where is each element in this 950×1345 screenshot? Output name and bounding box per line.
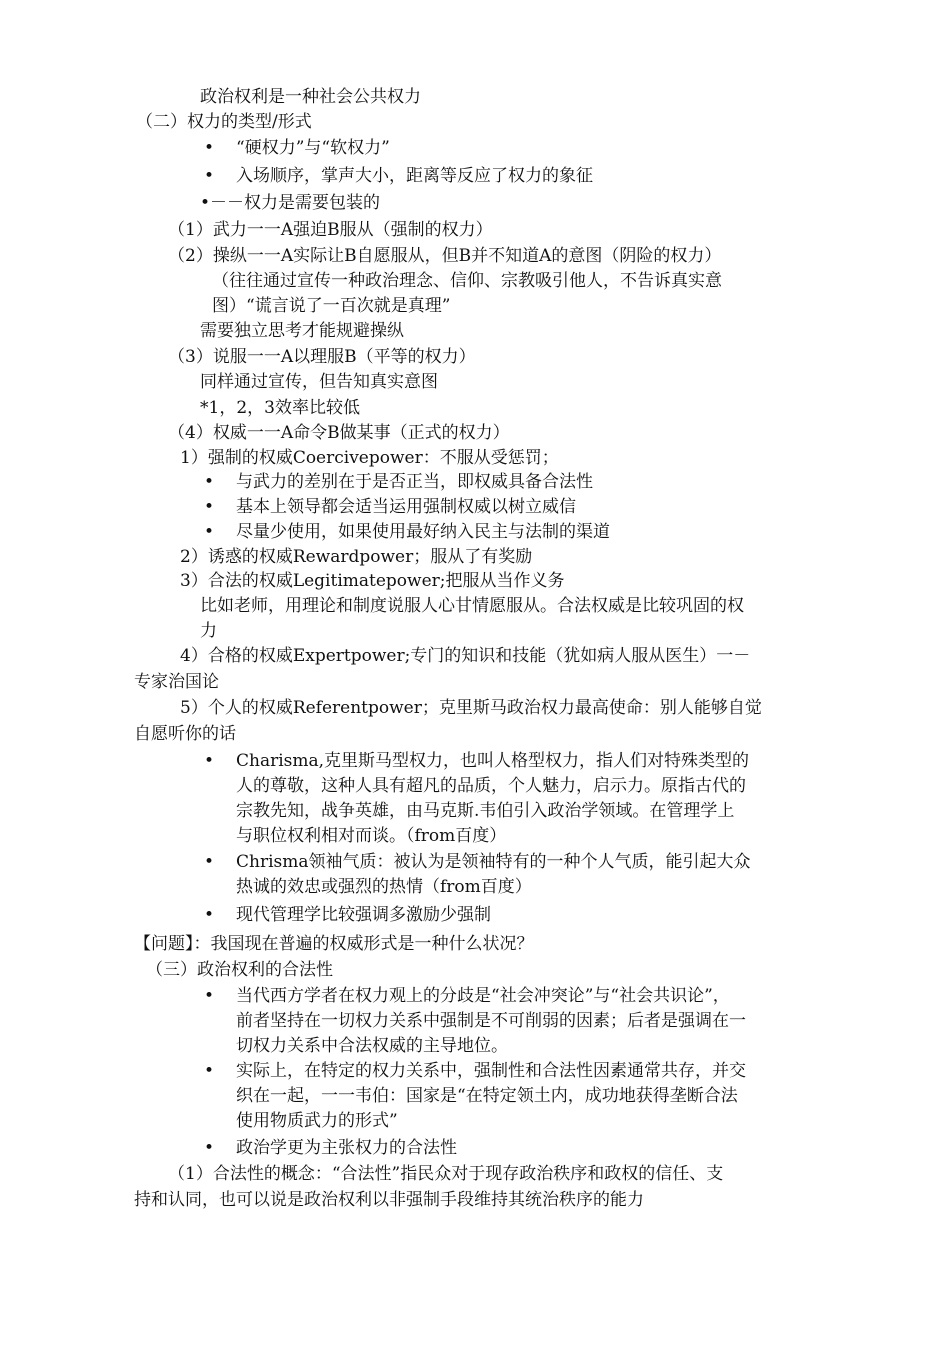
- text-line: 2）诱惑的权威Rewardpower；服从了有奖励: [180, 547, 533, 567]
- text-line: •－－权力是需要包装的: [200, 193, 381, 213]
- bullet-icon: •: [204, 166, 215, 186]
- text-line: 尽量少使用，如果使用最好纳入民主与法制的渠道: [236, 522, 610, 542]
- bullet-icon: •: [204, 905, 215, 925]
- bullet-icon: •: [204, 138, 215, 158]
- text-line: 自愿听你的话: [134, 724, 236, 744]
- text-line: 入场顺序，掌声大小，距离等反应了权力的象征: [236, 166, 593, 186]
- bullet-icon: •: [204, 1061, 215, 1081]
- text-line: 同样通过宣传，但告知真实意图: [200, 372, 438, 392]
- section-heading: （三）政治权利的合法性: [146, 960, 333, 980]
- text-line: （2）操纵一一A实际让B自愿服从，但B并不知道A的意图（阴险的权力）: [168, 246, 722, 266]
- text-line: Chrisma领袖气质：被认为是领袖特有的一种个人气质，能引起大众: [236, 852, 751, 872]
- text-line: （4）权威一一A命令B做某事（正式的权力）: [168, 423, 510, 443]
- text-line: （3）说服一一A以理服B（平等的权力）: [168, 347, 476, 367]
- text-line: 织在一起，一一韦伯：国家是“在特定领土内，成功地获得垄断合法: [236, 1086, 738, 1106]
- bullet-icon: •: [204, 497, 215, 517]
- text-line: 切权力关系中合法权威的主导地位。: [236, 1036, 508, 1056]
- text-line: 实际上，在特定的权力关系中，强制性和合法性因素通常共存，并交: [236, 1061, 746, 1081]
- text-line: 使用物质武力的形式”: [236, 1111, 398, 1131]
- text-line: 前者坚持在一切权力关系中强制是不可削弱的因素；后者是强调在一: [236, 1011, 746, 1031]
- text-line: 当代西方学者在权力观上的分歧是“社会冲突论”与“社会共识论”，: [236, 986, 730, 1006]
- text-line: 专家治国论: [134, 672, 219, 692]
- text-line: 基本上领导都会适当运用强制权威以树立威信: [236, 497, 576, 517]
- text-line: （1）合法性的概念：“合法性”指民众对于现存政治秩序和政权的信任、支: [168, 1164, 724, 1184]
- text-line: 现代管理学比较强调多激励少强制: [236, 905, 491, 925]
- bullet-icon: •: [204, 522, 215, 542]
- text-line: 4）合格的权威Expertpower;专门的知识和技能（犹如病人服从医生）一－: [180, 646, 751, 666]
- text-line: 1）强制的权威Coercivepower：不服从受惩罚；: [180, 448, 559, 468]
- text-line: 3）合法的权威Legitimatepower;把服从当作义务: [180, 571, 565, 591]
- text-line: 热诚的效忠或强烈的热情（from百度）: [236, 877, 532, 897]
- section-heading: （二）权力的类型/形式: [136, 112, 312, 132]
- text-line: 与职位权利相对而谈。（from百度）: [236, 826, 507, 846]
- text-line: 政治权利是一种社会公共权力: [200, 87, 421, 107]
- text-line: 政治学更为主张权力的合法性: [236, 1138, 457, 1158]
- text-line: 力: [200, 621, 217, 641]
- bullet-icon: •: [204, 1138, 215, 1158]
- text-line: Charisma,克里斯马型权力，也叫人格型权力，指人们对特殊类型的: [236, 751, 750, 771]
- question-line: 【问题】：我国现在普遍的权威形式是一种什么状况？: [134, 934, 534, 954]
- text-line: 比如老师，用理论和制度说服人心甘情愿服从。合法权威是比较巩固的权: [200, 596, 744, 616]
- text-line: （1）武力一一A强迫B服从（强制的权力）: [168, 220, 493, 240]
- bullet-icon: •: [204, 852, 215, 872]
- text-line: （往往通过宣传一种政治理念、信仰、宗教吸引他人，不告诉真实意: [212, 271, 722, 291]
- text-line: 5）个人的权威Referentpower；克里斯马政治权力最高使命：别人能够自觉: [180, 698, 762, 718]
- text-line: “硬权力”与“软权力”: [236, 138, 390, 158]
- text-line: 人的尊敬，这种人具有超凡的品质，个人魅力，启示力。原指古代的: [236, 776, 746, 796]
- text-line: 持和认同，也可以说是政治权利以非强制手段维持其统治秩序的能力: [134, 1190, 644, 1210]
- bullet-icon: •: [204, 986, 215, 1006]
- text-line: 需要独立思考才能规避操纵: [200, 321, 404, 341]
- bullet-icon: •: [204, 472, 215, 492]
- text-line: 图）“谎言说了一百次就是真理”: [212, 296, 451, 316]
- text-line: *1，2，3效率比较低: [200, 398, 360, 418]
- text-line: 宗教先知，战争英雄，由马克斯.韦伯引入政治学领域。在管理学上: [236, 801, 735, 821]
- bullet-icon: •: [204, 751, 215, 771]
- text-line: 与武力的差别在于是否正当，即权威具备合法性: [236, 472, 593, 492]
